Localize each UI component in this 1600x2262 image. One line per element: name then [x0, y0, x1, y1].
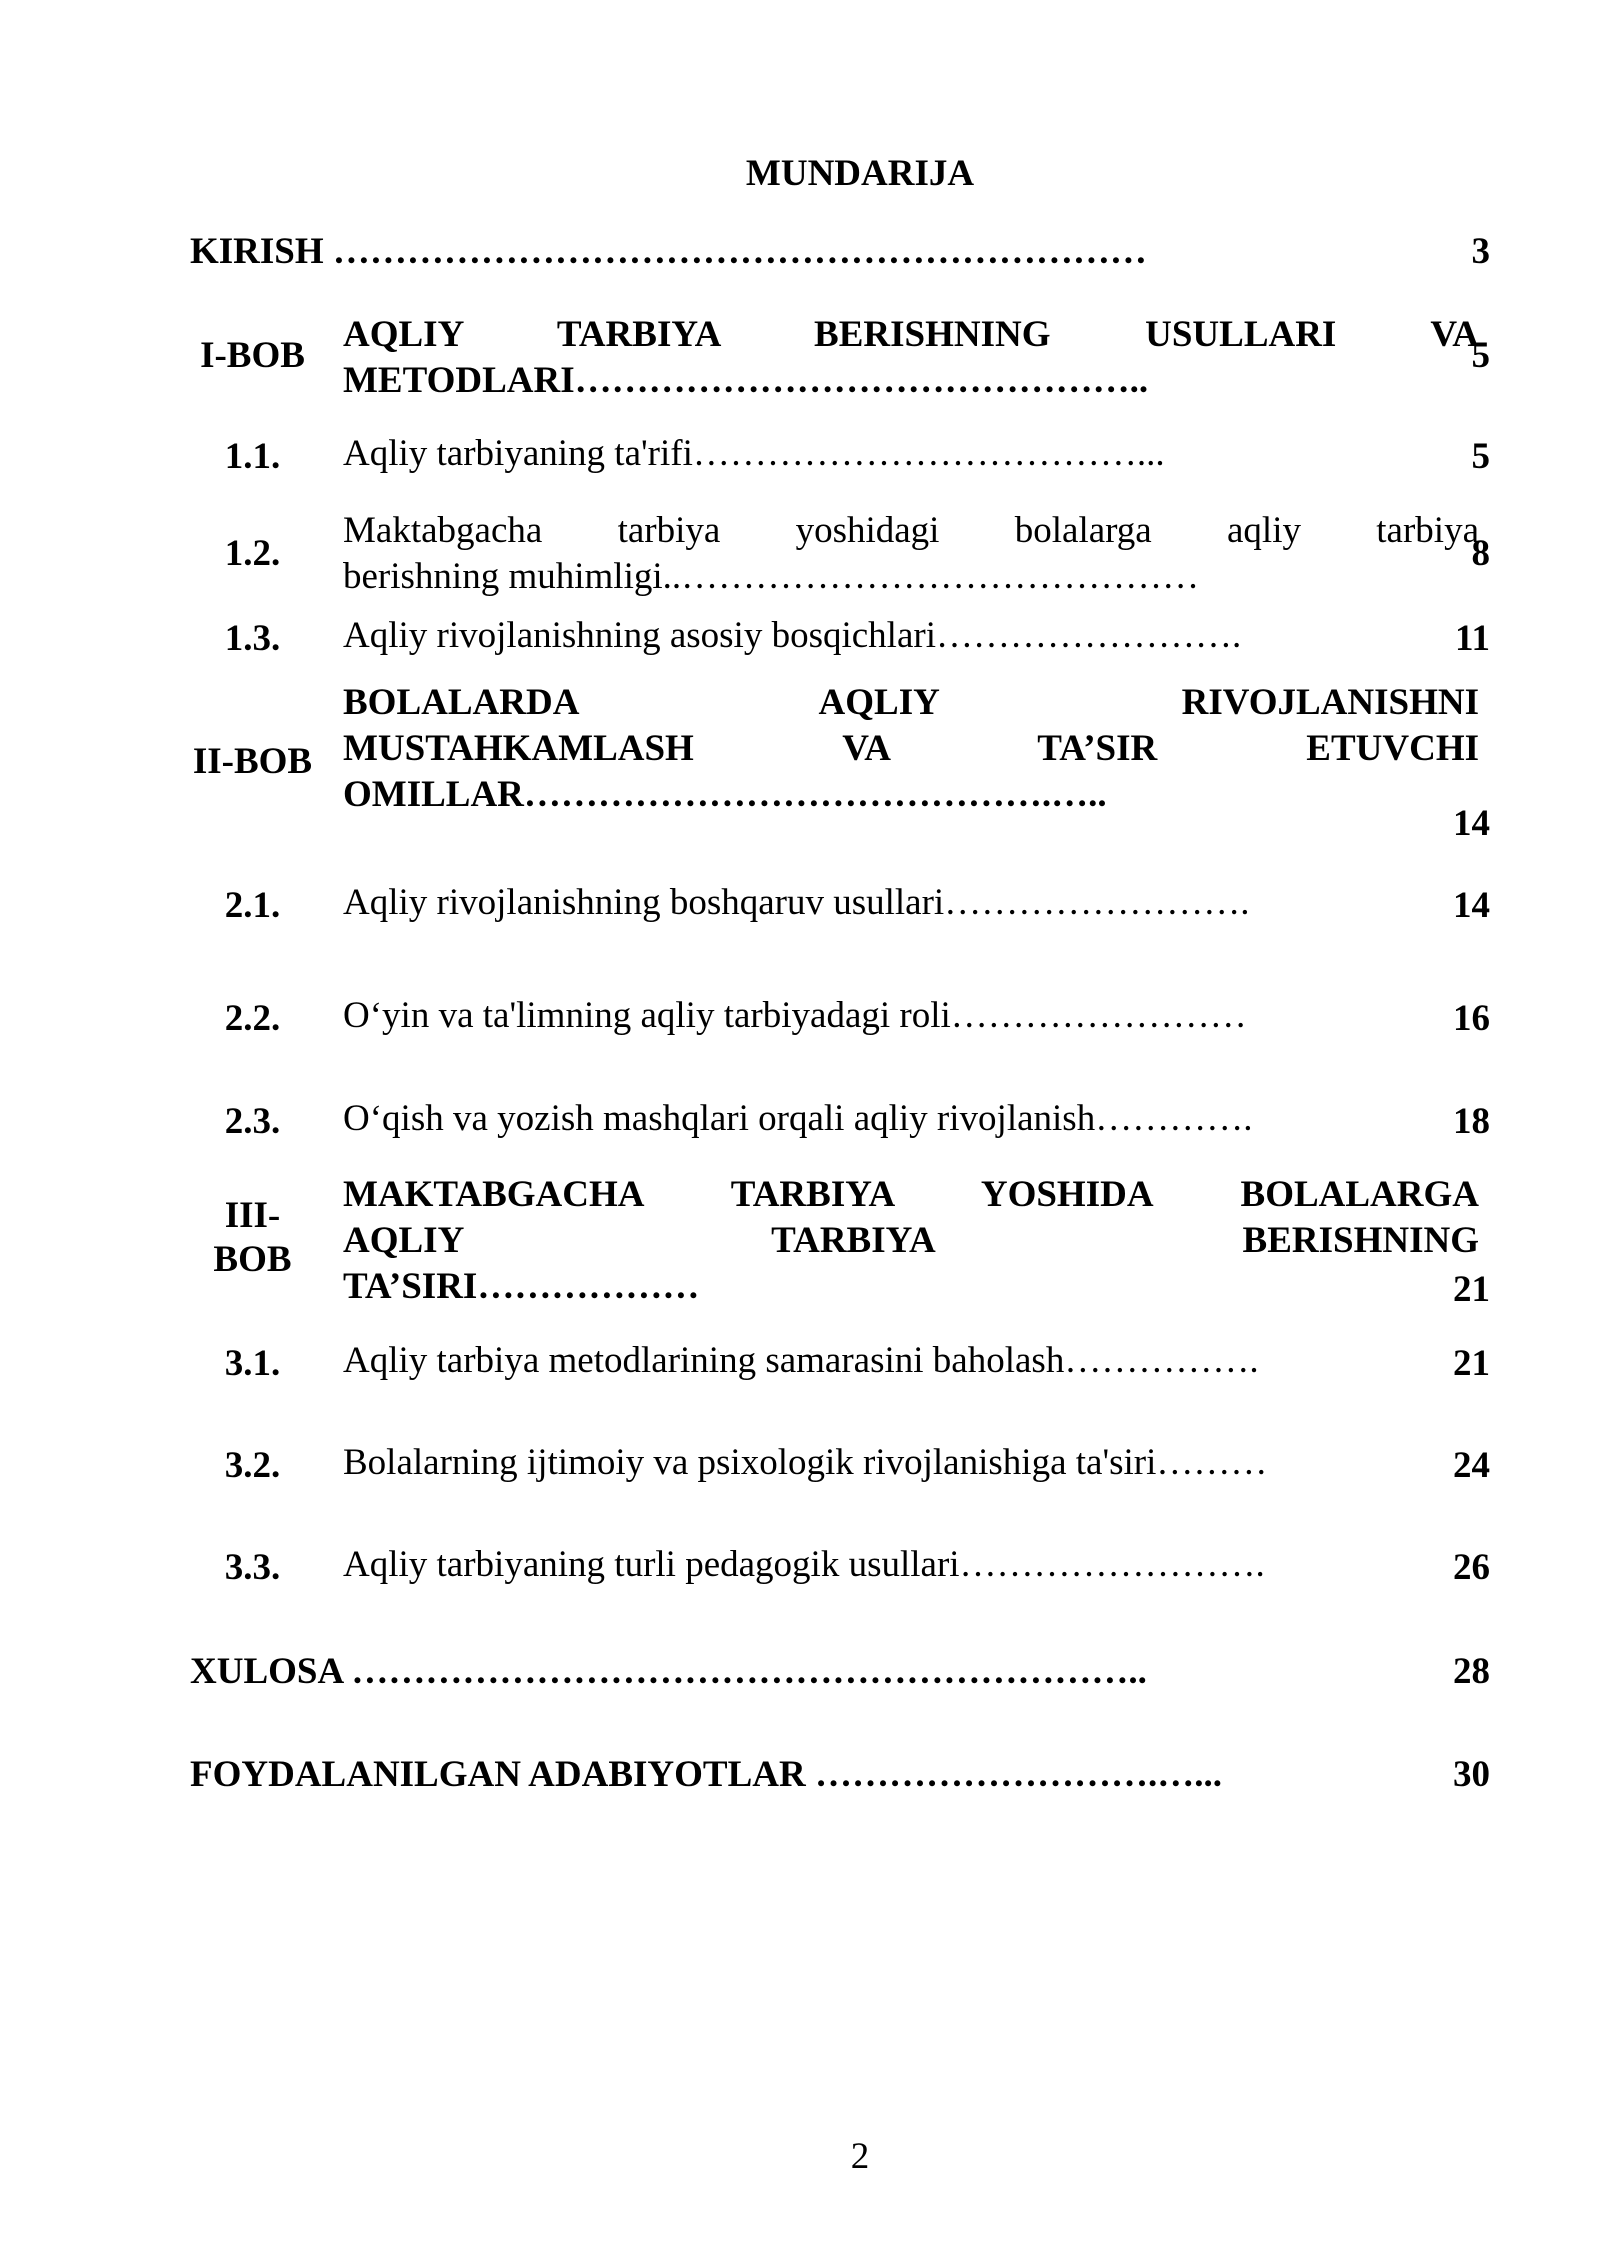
toc-page-number: 11 [1455, 618, 1490, 659]
toc-chapter-number [190, 1194, 315, 1282]
toc-page-number: 18 [1453, 1101, 1490, 1142]
toc-page-number: 21 [1453, 1343, 1490, 1384]
toc-section-title: O‘yin va ta'limning aqliy tarbiyadagi roli…………………… [343, 995, 1247, 1036]
toc-title-line: AQLIY TARBIYA BERISHNING [343, 1220, 1479, 1261]
page-title: MUNDARIJA [745, 153, 975, 194]
toc-label: XULOSA ……………………………………………………….. [190, 1651, 1147, 1692]
toc-section-title: Aqliy tarbiya metodlarining samarasini baholash……………. [343, 1340, 1259, 1381]
toc-page-number: 28 [1453, 1651, 1490, 1692]
toc-section-title: Aqliy tarbiyaning ta'rifi………………………………... [343, 433, 1165, 474]
toc-page-number: 21 [1453, 1269, 1490, 1310]
toc-page-number: 24 [1453, 1445, 1490, 1486]
toc-page-number: 26 [1453, 1547, 1490, 1588]
toc-title-line: Maktabgacha tarbiya yoshidagi bolalarga aqliy tarbiya [343, 510, 1479, 551]
toc-page-number: 3 [1471, 231, 1490, 272]
toc-section-number: 1.2. [224, 533, 281, 574]
toc-section-title: Aqliy rivojlanishning asosiy bosqichlari……………………. [343, 615, 1242, 656]
toc-section-title: Aqliy tarbiyaning turli pedagogik usullari……………………. [343, 1544, 1265, 1585]
toc-page-number: 14 [1453, 803, 1490, 844]
toc-section-number: 1.3. [224, 618, 281, 659]
toc-title-line: TA’SIRI……………… [343, 1266, 700, 1307]
toc-section-number: 2.2. [224, 998, 281, 1039]
toc-section-title: O‘qish va yozish mashqlari orqali aqliy rivojlanish…………. [343, 1098, 1253, 1139]
toc-chapter-number-line: BOB [213, 1239, 292, 1280]
toc-chapter-title [343, 680, 1479, 818]
toc-page-number: 16 [1453, 998, 1490, 1039]
toc-section-number: 3.2. [224, 1445, 281, 1486]
toc-page-number: 30 [1453, 1754, 1490, 1795]
toc-section-number: 3.3. [224, 1547, 281, 1588]
toc-section-number: 2.1. [224, 885, 281, 926]
toc-page-number: 14 [1453, 885, 1490, 926]
page-number: 2 [850, 2136, 870, 2177]
toc-page-number: 5 [1471, 335, 1490, 376]
toc-page-number: 8 [1471, 533, 1490, 574]
toc-title-line: METODLARI……………………………………….. [343, 360, 1149, 401]
toc-title-line: berishning muhimligi..…………………………………… [343, 556, 1200, 597]
toc-chapter-number: II-BOB [192, 741, 313, 782]
toc-page-number: 5 [1471, 436, 1490, 477]
toc-section-title: Bolalarning ijtimoiy va psixologik rivojlanishiga ta'siri……… [343, 1442, 1268, 1483]
toc-label: FOYDALANILGAN ADABIYOTLAR ……………………….…... [190, 1754, 1222, 1795]
toc-section-title [343, 508, 1479, 600]
toc-title-line: MAKTABGACHA TARBIYA YOSHIDA BOLALARGA [343, 1174, 1479, 1215]
toc-title-line: OMILLAR…………………………………….….. [343, 774, 1107, 815]
toc-chapter-title [343, 1172, 1479, 1310]
toc-chapter-number: I-BOB [200, 335, 305, 376]
toc-label: KIRISH ………………………………………………………… [190, 231, 1147, 272]
toc-chapter-title [343, 312, 1479, 404]
toc-title-line: MUSTAHKAMLASH VA TA’SIR ETUVCHI [343, 728, 1479, 769]
toc-title-line: BOLALARDA AQLIY RIVOJLANISHNI [343, 682, 1479, 723]
toc-title-line: AQLIY TARBIYA BERISHNING USULLARI VA [343, 314, 1479, 355]
toc-chapter-number-line: III- [224, 1195, 281, 1236]
toc-section-title: Aqliy rivojlanishning boshqaruv usullari……………………. [343, 882, 1250, 923]
toc-section-number: 3.1. [224, 1343, 281, 1384]
toc-section-number: 2.3. [224, 1101, 281, 1142]
toc-section-number: 1.1. [224, 436, 281, 477]
